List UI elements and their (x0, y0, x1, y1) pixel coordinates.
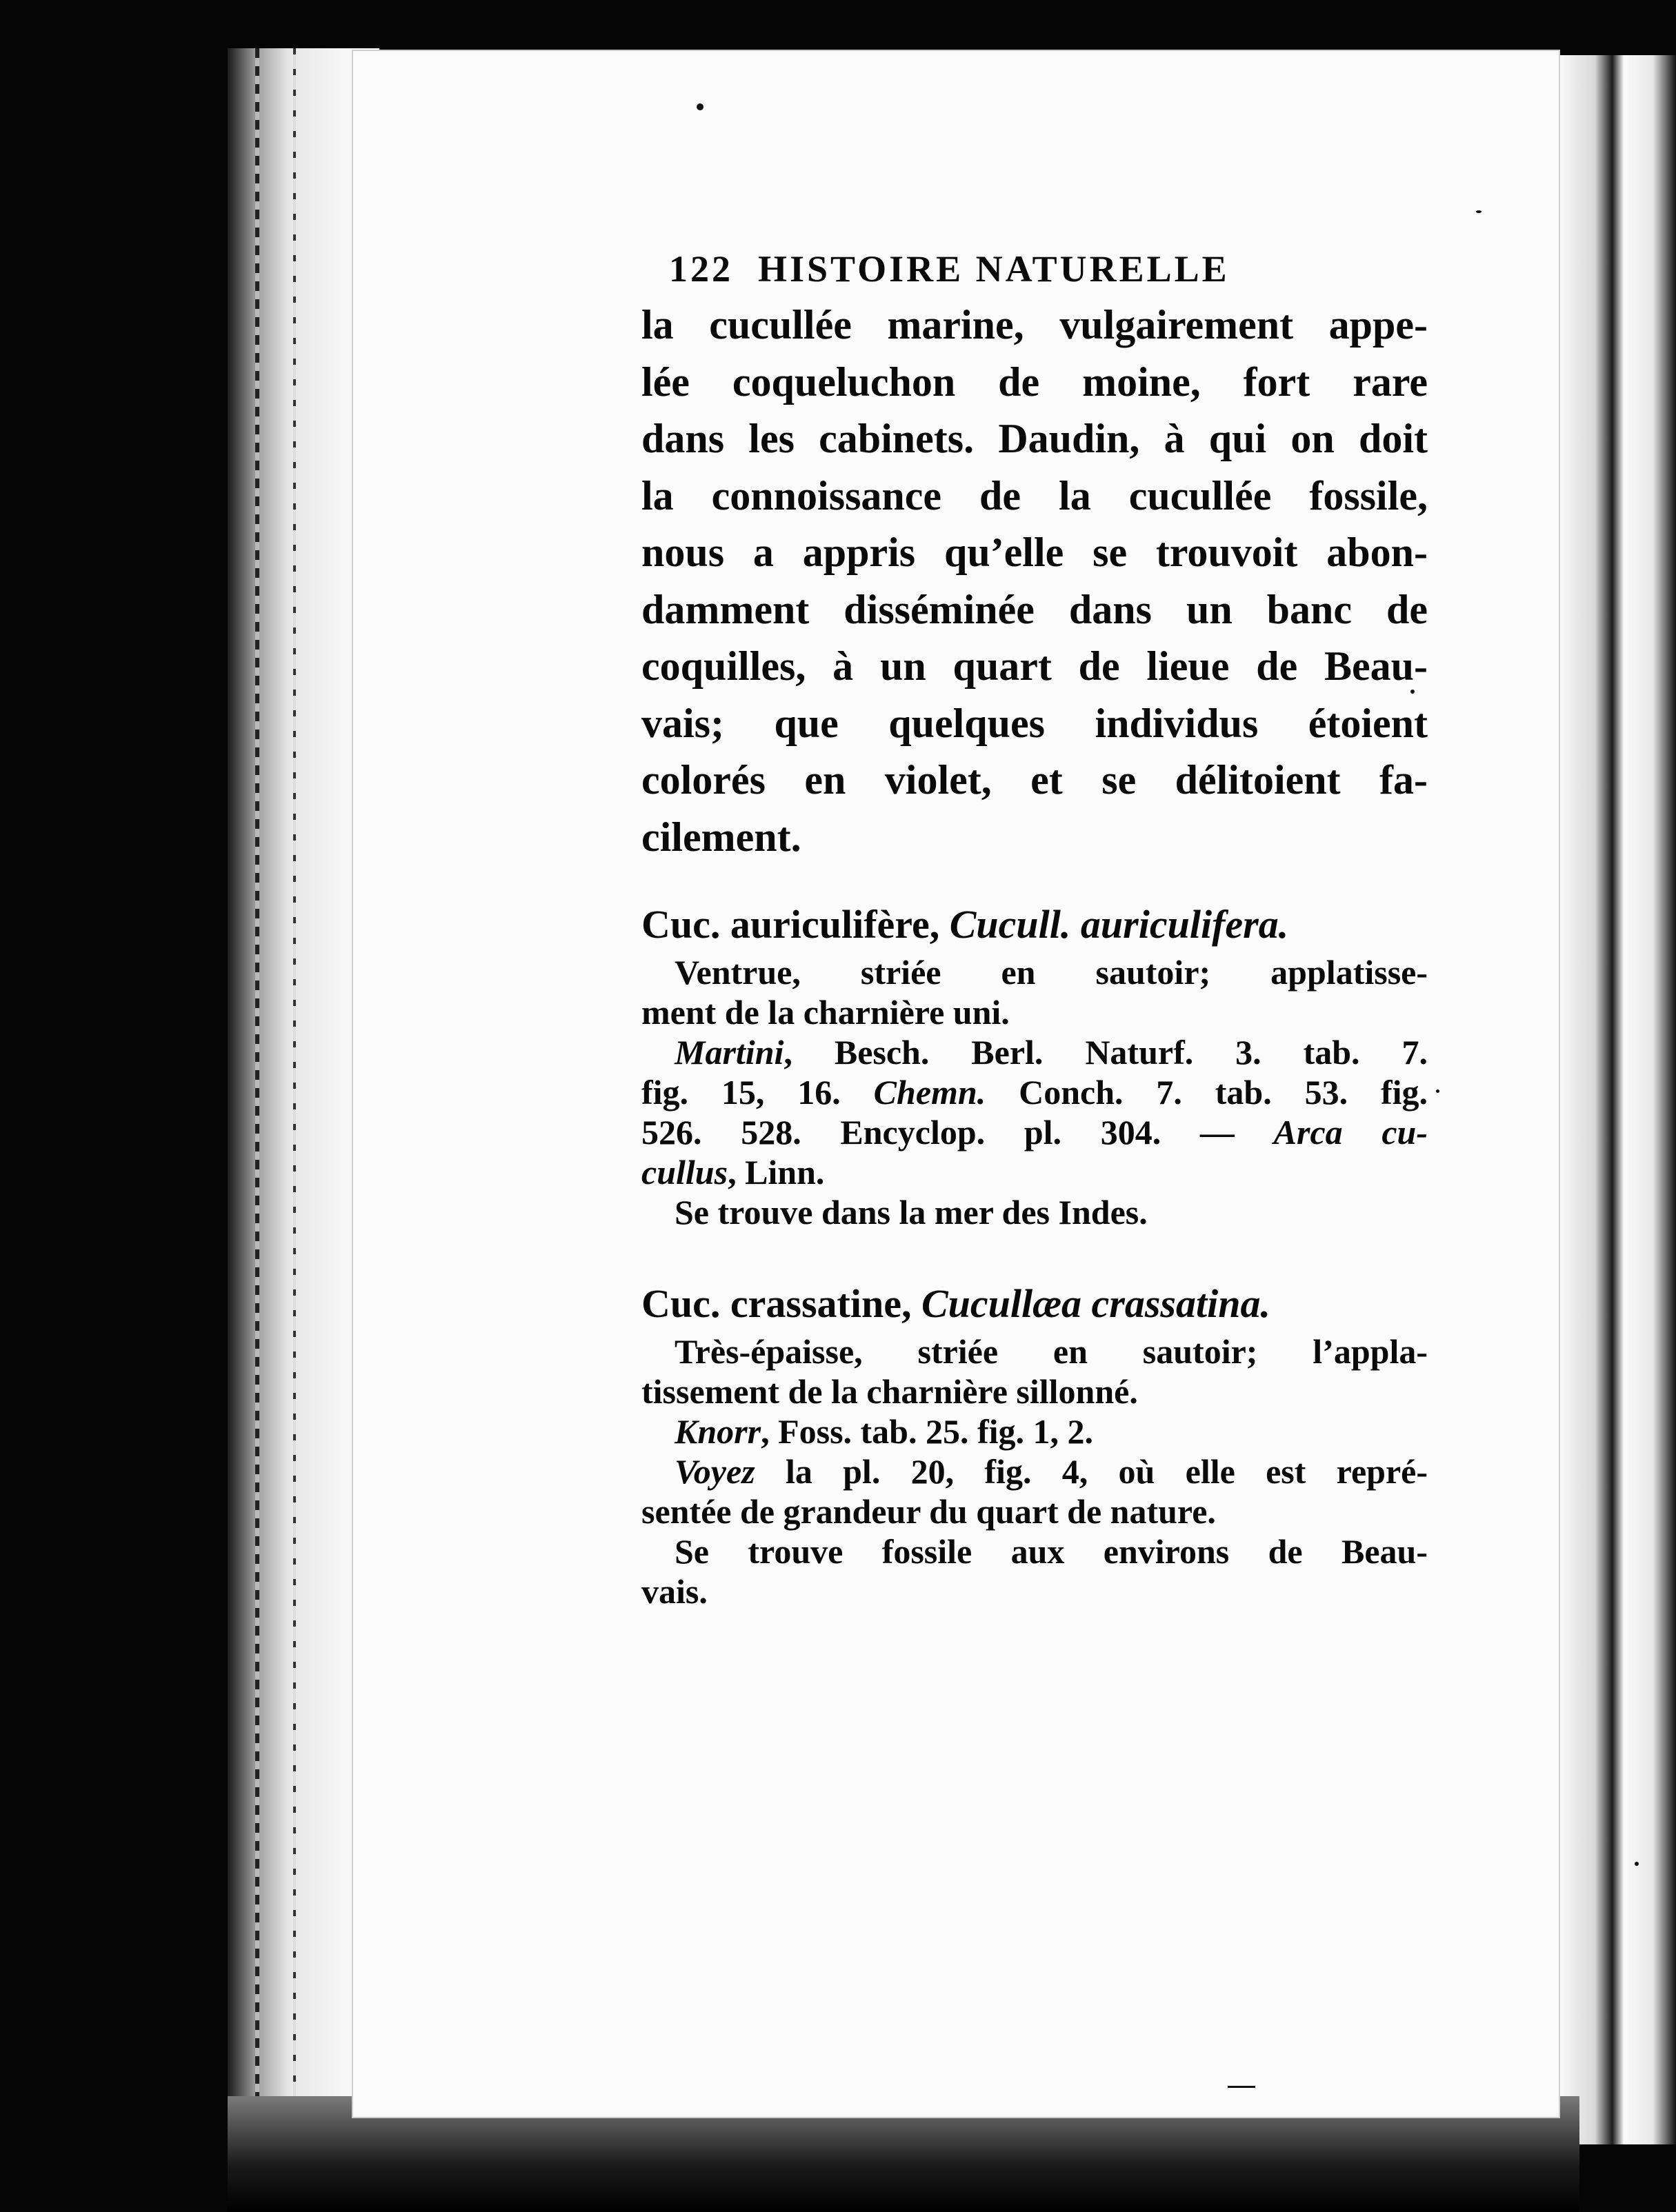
entry-text: fig. 15, 16. (641, 1073, 874, 1112)
entry-line (641, 1032, 1428, 1072)
entry-text: la pl. 20, fig. 4, où elle est repré- (755, 1452, 1428, 1491)
ink-speck (1436, 1089, 1439, 1093)
ink-speck (697, 103, 704, 110)
entry-line (641, 1531, 1428, 1571)
body-line: dans les cabinets. Daudin, à qui on doit (641, 416, 1428, 461)
entry-text: 526. 528. Encyclop. pl. 304. — (641, 1113, 1274, 1152)
body-line: cilement. (641, 814, 801, 860)
entry-text: Ventrue, striée en sautoir; applatisse- (675, 953, 1428, 992)
ink-speck (1635, 1862, 1639, 1866)
body-line: la connoissance de la cucullée fossile, (641, 472, 1428, 519)
entry-text: vais. (641, 1572, 708, 1611)
entry-heading (641, 897, 1428, 952)
entry-line (641, 1192, 1428, 1232)
common-name: Cuc. crassatine, (641, 1281, 912, 1326)
italic-reference: Voyez (675, 1452, 755, 1491)
entry-line (641, 1072, 1428, 1112)
body-line: colorés en violet, et se délitoient fa- (641, 757, 1428, 803)
body-paragraph (641, 296, 1428, 865)
ink-speck (1228, 2086, 1255, 2088)
species-entry (641, 1276, 1428, 1611)
entry-line (641, 1571, 1428, 1611)
page-text (641, 241, 1428, 1611)
entry-line (641, 1491, 1428, 1531)
entry-line (641, 1371, 1428, 1411)
latin-name: Cucullæa crassatina. (921, 1281, 1270, 1326)
species-entries (641, 897, 1428, 1611)
entry-line (641, 1112, 1428, 1152)
entry-text: sentée de grandeur du quart de nature. (641, 1492, 1216, 1531)
entry-line (641, 992, 1428, 1032)
italic-reference: Arca cu- (1273, 1113, 1428, 1152)
entry-text: Se trouve fossile aux environs de Beau- (675, 1532, 1428, 1571)
running-head (669, 241, 1428, 296)
common-name: Cuc. auriculifère, (641, 902, 940, 947)
running-title: HISTOIRE NATURELLE (758, 248, 1230, 290)
entry-line (641, 1411, 1428, 1451)
body-line: lée coqueluchon de moine, fort rare (641, 359, 1428, 405)
body-line: la cucullée marine, vulgairement appe- (641, 302, 1428, 348)
body-line: vais; que quelques individus étoient (641, 700, 1428, 746)
entry-line (641, 952, 1428, 992)
entry-text: , Foss. tab. 25. fig. 1, 2. (761, 1412, 1094, 1451)
entry-text: Conch. 7. tab. 53. fig. (986, 1073, 1428, 1112)
entry-text: Se trouve dans la mer des Indes. (675, 1193, 1148, 1231)
entry-heading (641, 1276, 1428, 1331)
right-page-edges (1560, 55, 1676, 2144)
entry-text: tissement de la charnière sillonné. (641, 1372, 1138, 1411)
page-number: 122 (669, 248, 733, 290)
ink-speck (1410, 690, 1415, 694)
latin-name: Cucull. auriculifera. (949, 902, 1289, 947)
entry-line (641, 1451, 1428, 1491)
body-line: damment disséminée dans un banc de (641, 586, 1428, 632)
entry-text: , Besch. Berl. Naturf. 3. tab. 7. (784, 1033, 1428, 1072)
italic-reference: cullus (641, 1153, 728, 1192)
entry-line (641, 1331, 1428, 1371)
entry-line (641, 1152, 1428, 1192)
body-line: coquilles, à un quart de lieue de Beau- (641, 643, 1428, 689)
entry-text: Très-épaisse, striée en sautoir; l’appla- (675, 1332, 1428, 1371)
ink-speck (1476, 210, 1482, 213)
body-line: nous a appris qu’elle se trouvoit abon- (641, 530, 1428, 575)
entry-text: , Linn. (728, 1153, 825, 1192)
entry-text: ment de la charnière uni. (641, 993, 1010, 1032)
species-entry (641, 897, 1428, 1232)
italic-reference: Martini (675, 1033, 784, 1072)
italic-reference: Chemn. (873, 1073, 986, 1112)
italic-reference: Knorr (675, 1412, 761, 1451)
